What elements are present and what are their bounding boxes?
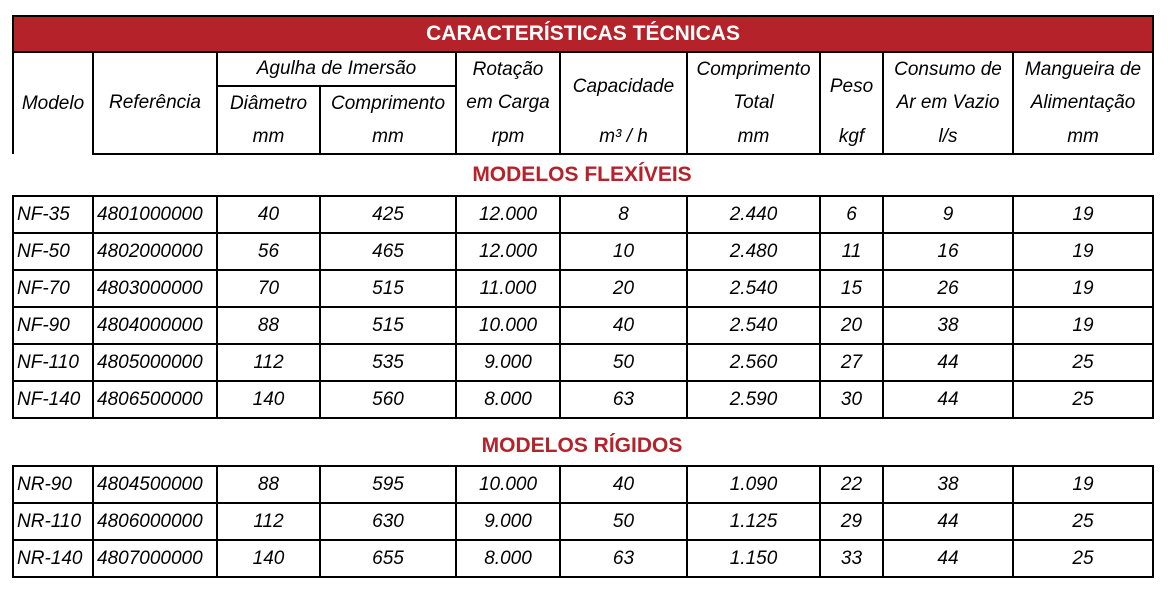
cell-diametro: 140: [217, 381, 320, 418]
cell-mangueira: 25: [1013, 344, 1153, 381]
cell-capacidade: 63: [560, 540, 687, 577]
cell-comp-total: 1.125: [687, 503, 820, 540]
cell-rotacao: 10.000: [456, 466, 560, 503]
cell-referencia: 4803000000: [93, 270, 217, 307]
cell-rotacao: 8.000: [456, 540, 560, 577]
cell-comp-total: 2.480: [687, 233, 820, 270]
cell-comp-total: 1.090: [687, 466, 820, 503]
cell-diametro: 88: [217, 466, 320, 503]
cell-diametro: 88: [217, 307, 320, 344]
cell-consumo: 38: [883, 466, 1013, 503]
cell-peso: 6: [820, 196, 883, 233]
cell-rotacao: 11.000: [456, 270, 560, 307]
unit-capacidade: m³ / h: [560, 120, 687, 154]
cell-comp-total: 2.560: [687, 344, 820, 381]
cell-comprimento: 630: [320, 503, 456, 540]
header-capacidade: Capacidade: [560, 52, 687, 120]
unit-peso: kgf: [820, 120, 883, 154]
cell-capacidade: 40: [560, 466, 687, 503]
unit-comp-total: mm: [687, 120, 820, 154]
header-peso: Peso: [820, 52, 883, 120]
cell-capacidade: 50: [560, 344, 687, 381]
cell-consumo: 16: [883, 233, 1013, 270]
section-title-flexiveis: MODELOS FLEXÍVEIS: [472, 163, 692, 186]
cell-peso: 20: [820, 307, 883, 344]
cell-consumo: 44: [883, 503, 1013, 540]
cell-comprimento: 425: [320, 196, 456, 233]
table-row: [13, 381, 1153, 418]
cell-capacidade: 20: [560, 270, 687, 307]
cell-comp-total: 2.590: [687, 381, 820, 418]
cell-referencia: 4804000000: [93, 307, 217, 344]
cell-comp-total: 2.540: [687, 270, 820, 307]
cell-peso: 30: [820, 381, 883, 418]
unit-mangueira: mm: [1013, 120, 1153, 154]
unit-comprimento: mm: [320, 120, 456, 154]
unit-rotacao: rpm: [456, 120, 560, 154]
cell-rotacao: 9.000: [456, 503, 560, 540]
flexiveis-table: [12, 195, 1154, 419]
cell-capacidade: 63: [560, 381, 687, 418]
cell-mangueira: 19: [1013, 307, 1153, 344]
cell-peso: 15: [820, 270, 883, 307]
cell-mangueira: 19: [1013, 196, 1153, 233]
header-comprimento: Comprimento: [320, 86, 456, 120]
cell-capacidade: 50: [560, 503, 687, 540]
cell-consumo: 44: [883, 344, 1013, 381]
cell-diametro: 112: [217, 344, 320, 381]
cell-referencia: 4806000000: [93, 503, 217, 540]
cell-modelo: NF-70: [13, 270, 93, 307]
cell-comprimento: 515: [320, 270, 456, 307]
cell-mangueira: 19: [1013, 270, 1153, 307]
table-row: [13, 344, 1153, 381]
cell-consumo: 44: [883, 381, 1013, 418]
cell-rotacao: 9.000: [456, 344, 560, 381]
header-table: [12, 15, 1154, 155]
cell-rotacao: 8.000: [456, 381, 560, 418]
cell-modelo: NR-90: [13, 466, 93, 503]
table-row: [13, 307, 1153, 344]
cell-referencia: 4806500000: [93, 381, 217, 418]
table-row: [13, 503, 1153, 540]
cell-modelo: NF-50: [13, 233, 93, 270]
cell-capacidade: 8: [560, 196, 687, 233]
cell-comprimento: 655: [320, 540, 456, 577]
cell-consumo: 9: [883, 196, 1013, 233]
cell-rotacao: 12.000: [456, 233, 560, 270]
cell-peso: 33: [820, 540, 883, 577]
cell-rotacao: 12.000: [456, 196, 560, 233]
cell-consumo: 38: [883, 307, 1013, 344]
cell-referencia: 4801000000: [93, 196, 217, 233]
cell-peso: 27: [820, 344, 883, 381]
cell-mangueira: 25: [1013, 540, 1153, 577]
header-agulha: Agulha de Imersão: [217, 52, 456, 86]
table-row: [13, 196, 1153, 233]
cell-comprimento: 560: [320, 381, 456, 418]
cell-peso: 11: [820, 233, 883, 270]
cell-referencia: 4805000000: [93, 344, 217, 381]
cell-modelo: NF-110: [13, 344, 93, 381]
cell-diametro: 140: [217, 540, 320, 577]
cell-diametro: 70: [217, 270, 320, 307]
cell-peso: 22: [820, 466, 883, 503]
cell-diametro: 40: [217, 196, 320, 233]
cell-rotacao: 10.000: [456, 307, 560, 344]
cell-comp-total: 2.540: [687, 307, 820, 344]
table-row: [13, 233, 1153, 270]
cell-modelo: NF-90: [13, 307, 93, 344]
cell-modelo: NR-110: [13, 503, 93, 540]
cell-comprimento: 535: [320, 344, 456, 381]
header-mangueira-2: Alimentação: [1013, 86, 1153, 120]
cell-peso: 29: [820, 503, 883, 540]
header-modelo: Modelo: [13, 52, 93, 154]
table-row: [13, 540, 1153, 577]
header-consumo-2: Ar em Vazio: [883, 86, 1013, 120]
header-diametro: Diâmetro: [217, 86, 320, 120]
header-consumo-1: Consumo de: [883, 52, 1013, 86]
table-title: CARACTERÍSTICAS TÉCNICAS: [13, 16, 1153, 52]
cell-capacidade: 40: [560, 307, 687, 344]
cell-modelo: NF-140: [13, 381, 93, 418]
header-rotacao-1: Rotação: [456, 52, 560, 86]
cell-diametro: 112: [217, 503, 320, 540]
cell-comprimento: 515: [320, 307, 456, 344]
cell-comprimento: 595: [320, 466, 456, 503]
header-comp-total-1: Comprimento: [687, 52, 820, 86]
cell-referencia: 4804500000: [93, 466, 217, 503]
cell-referencia: 4807000000: [93, 540, 217, 577]
cell-diametro: 56: [217, 233, 320, 270]
unit-diametro: mm: [217, 120, 320, 154]
rigidos-table: [12, 465, 1154, 578]
table-row: [13, 270, 1153, 307]
cell-modelo: NR-140: [13, 540, 93, 577]
header-rotacao-2: em Carga: [456, 86, 560, 120]
cell-consumo: 44: [883, 540, 1013, 577]
header-referencia: Referência: [93, 52, 217, 154]
section-title-rigidos: MODELOS RÍGIDOS: [481, 434, 683, 457]
cell-comprimento: 465: [320, 233, 456, 270]
cell-comp-total: 2.440: [687, 196, 820, 233]
unit-consumo: l/s: [883, 120, 1013, 154]
cell-consumo: 26: [883, 270, 1013, 307]
cell-mangueira: 19: [1013, 466, 1153, 503]
cell-modelo: NF-35: [13, 196, 93, 233]
cell-mangueira: 19: [1013, 233, 1153, 270]
cell-mangueira: 25: [1013, 503, 1153, 540]
header-mangueira-1: Mangueira de: [1013, 52, 1153, 86]
cell-mangueira: 25: [1013, 381, 1153, 418]
cell-referencia: 4802000000: [93, 233, 217, 270]
cell-capacidade: 10: [560, 233, 687, 270]
header-comp-total-2: Total: [687, 86, 820, 120]
table-row: [13, 466, 1153, 503]
cell-comp-total: 1.150: [687, 540, 820, 577]
